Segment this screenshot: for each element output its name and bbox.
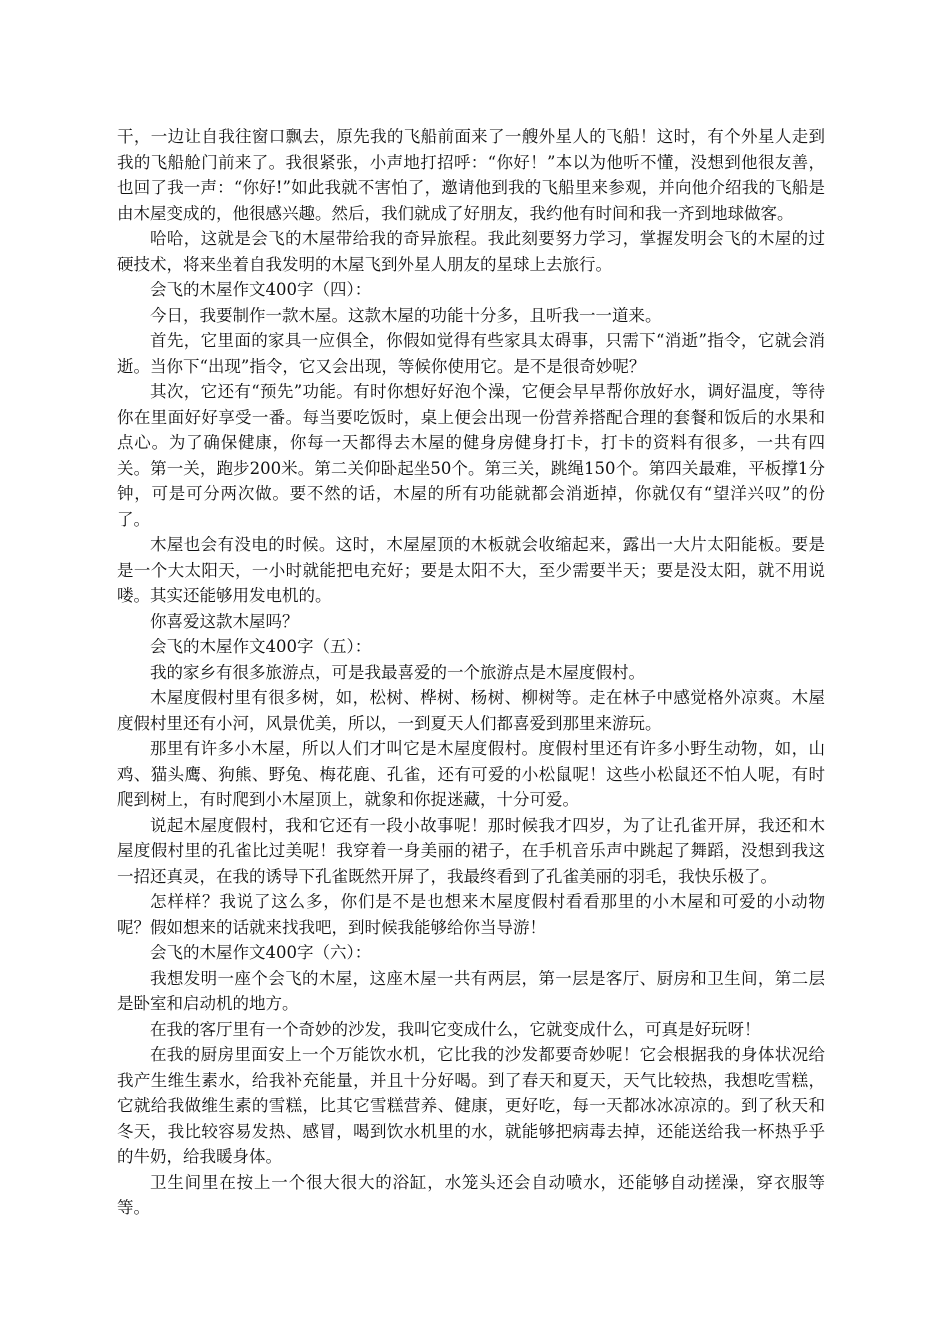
paragraph: 在我的客厅里有一个奇妙的沙发，我叫它变成什么，它就变成什么，可真是好玩呀！ xyxy=(150,1019,761,1039)
paragraph: 我想发明一座个会飞的木屋，这座木屋一共有两层，第一层是客厅、厨房和卫生间，第二层是卧室和启动机的地方。 xyxy=(117,968,825,1013)
paragraph: 那里有许多小木屋，所以人们才叫它是木屋度假村。度假村里还有许多小野生动物，如，山鸡、猫头鹰、狗熊、野兔、梅花鹿、孔雀，还有可爱的小松鼠呢！这些小松鼠还不怕人呢，有时爬到树上，有时爬到小木屋顶上，就象和你捉迷藏，十分可爱。 xyxy=(117,739,825,809)
document-body xyxy=(117,124,825,1221)
paragraph: 其次，它还有“预先”功能。有时你想好好泡个澡，它便会早早帮你放好水，调好温度，等待你在里面好好享受一番。每当要吃饭时，桌上便会出现一份营养搭配合理的套餐和饭后的水果和点心。为了确保健康，你每一天都得去木屋的健身房健身打卡，打卡的资料有很多，一共有四关。第一关，跑步200米。第二关仰卧起坐50个。第三关，跳绳150个。第四关最难，平板撑1分钟，可是可分两次做。要不然的话，木屋的所有功能就都会消逝掉，你就仅有“望洋兴叹”的份了。 xyxy=(117,382,825,529)
section-heading-6: 会飞的木屋作文400字（六）： xyxy=(150,943,372,962)
paragraph: 哈哈，这就是会飞的木屋带给我的奇异旅程。我此刻要努力学习，掌握发明会飞的木屋的过硬技术，将来坐着自我发明的木屋飞到外星人朋友的星球上去旅行。 xyxy=(117,229,825,274)
paragraph: 你喜爱这款木屋吗？ xyxy=(150,611,299,631)
paragraph: 今日，我要制作一款木屋。这款木屋的功能十分多，且听我一一道来。 xyxy=(150,305,662,325)
section-heading-4: 会飞的木屋作文400字（四）： xyxy=(150,280,372,299)
paragraph: 怎样样？我说了这么多，你们是不是也想来木屋度假村看看那里的小木屋和可爱的小动物呢？假如想来的话就来找我吧，到时候我能够给你当导游！ xyxy=(117,892,825,937)
section-heading-5: 会飞的木屋作文400字（五）： xyxy=(150,637,372,656)
paragraph: 首先，它里面的家具一应俱全，你假如觉得有些家具太碍事，只需下“消逝”指令，它就会消逝。当你下“出现”指令，它又会出现，等候你使用它。是不是很奇妙呢？ xyxy=(117,331,825,376)
paragraph: 木屋度假村里有很多树，如，松树、桦树、杨树、柳树等。走在林子中感觉格外凉爽。木屋度假村里还有小河，风景优美，所以，一到夏天人们都喜爱到那里来游玩。 xyxy=(117,688,825,733)
paragraph: 我的家乡有很多旅游点，可是我最喜爱的一个旅游点是木屋度假村。 xyxy=(150,662,645,682)
paragraph: 卫生间里在按上一个很大很大的浴缸，水笼头还会自动喷水，还能够自动搓澡，穿衣服等等。 xyxy=(117,1172,825,1217)
paragraph-continuation: 干，一边让自我往窗口飘去，原先我的飞船前面来了一艘外星人的飞船！这时，有个外星人走到我的飞船舱门前来了。我很紧张，小声地打招呼：“你好！”本以为他听不懂，没想到他很友善，也回了我一声：“你好!”如此我就不害怕了，邀请他到我的飞船里来参观，并向他介绍我的飞船是由木屋变成的，他很感兴趣。然后，我们就成了好朋友，我约他有时间和我一齐到地球做客。 xyxy=(117,127,825,223)
paragraph: 木屋也会有没电的时候。这时，木屋屋顶的木板就会收缩起来，露出一大片太阳能板。要是是一个大太阳天，一小时就能把电充好；要是太阳不大，至少需要半天；要是没太阳，就不用说喽。其实还能够用发电机的。 xyxy=(117,535,825,605)
paragraph: 在我的厨房里面安上一个万能饮水机，它比我的沙发都要奇妙呢！它会根据我的身体状况给我产生维生素水，给我补充能量，并且十分好喝。到了春天和夏天，天气比较热，我想吃雪糕，它就给我做维生素的雪糕，比其它雪糕营养、健康，更好吃，每一天都冰冰凉凉的。到了秋天和冬天，我比较容易发热、感冒，喝到饮水机里的水，就能够把病毒去掉，还能送给我一杯热乎乎的牛奶，给我暖身体。 xyxy=(117,1045,825,1166)
paragraph: 说起木屋度假村，我和它还有一段小故事呢！那时候我才四岁，为了让孔雀开屏，我还和木屋度假村里的孔雀比过美呢！我穿着一身美丽的裙子，在手机音乐声中跳起了舞蹈，没想到我这一招还真灵，在我的诱导下孔雀既然开屏了，我最终看到了孔雀美丽的羽毛，我快乐极了。 xyxy=(117,815,825,886)
